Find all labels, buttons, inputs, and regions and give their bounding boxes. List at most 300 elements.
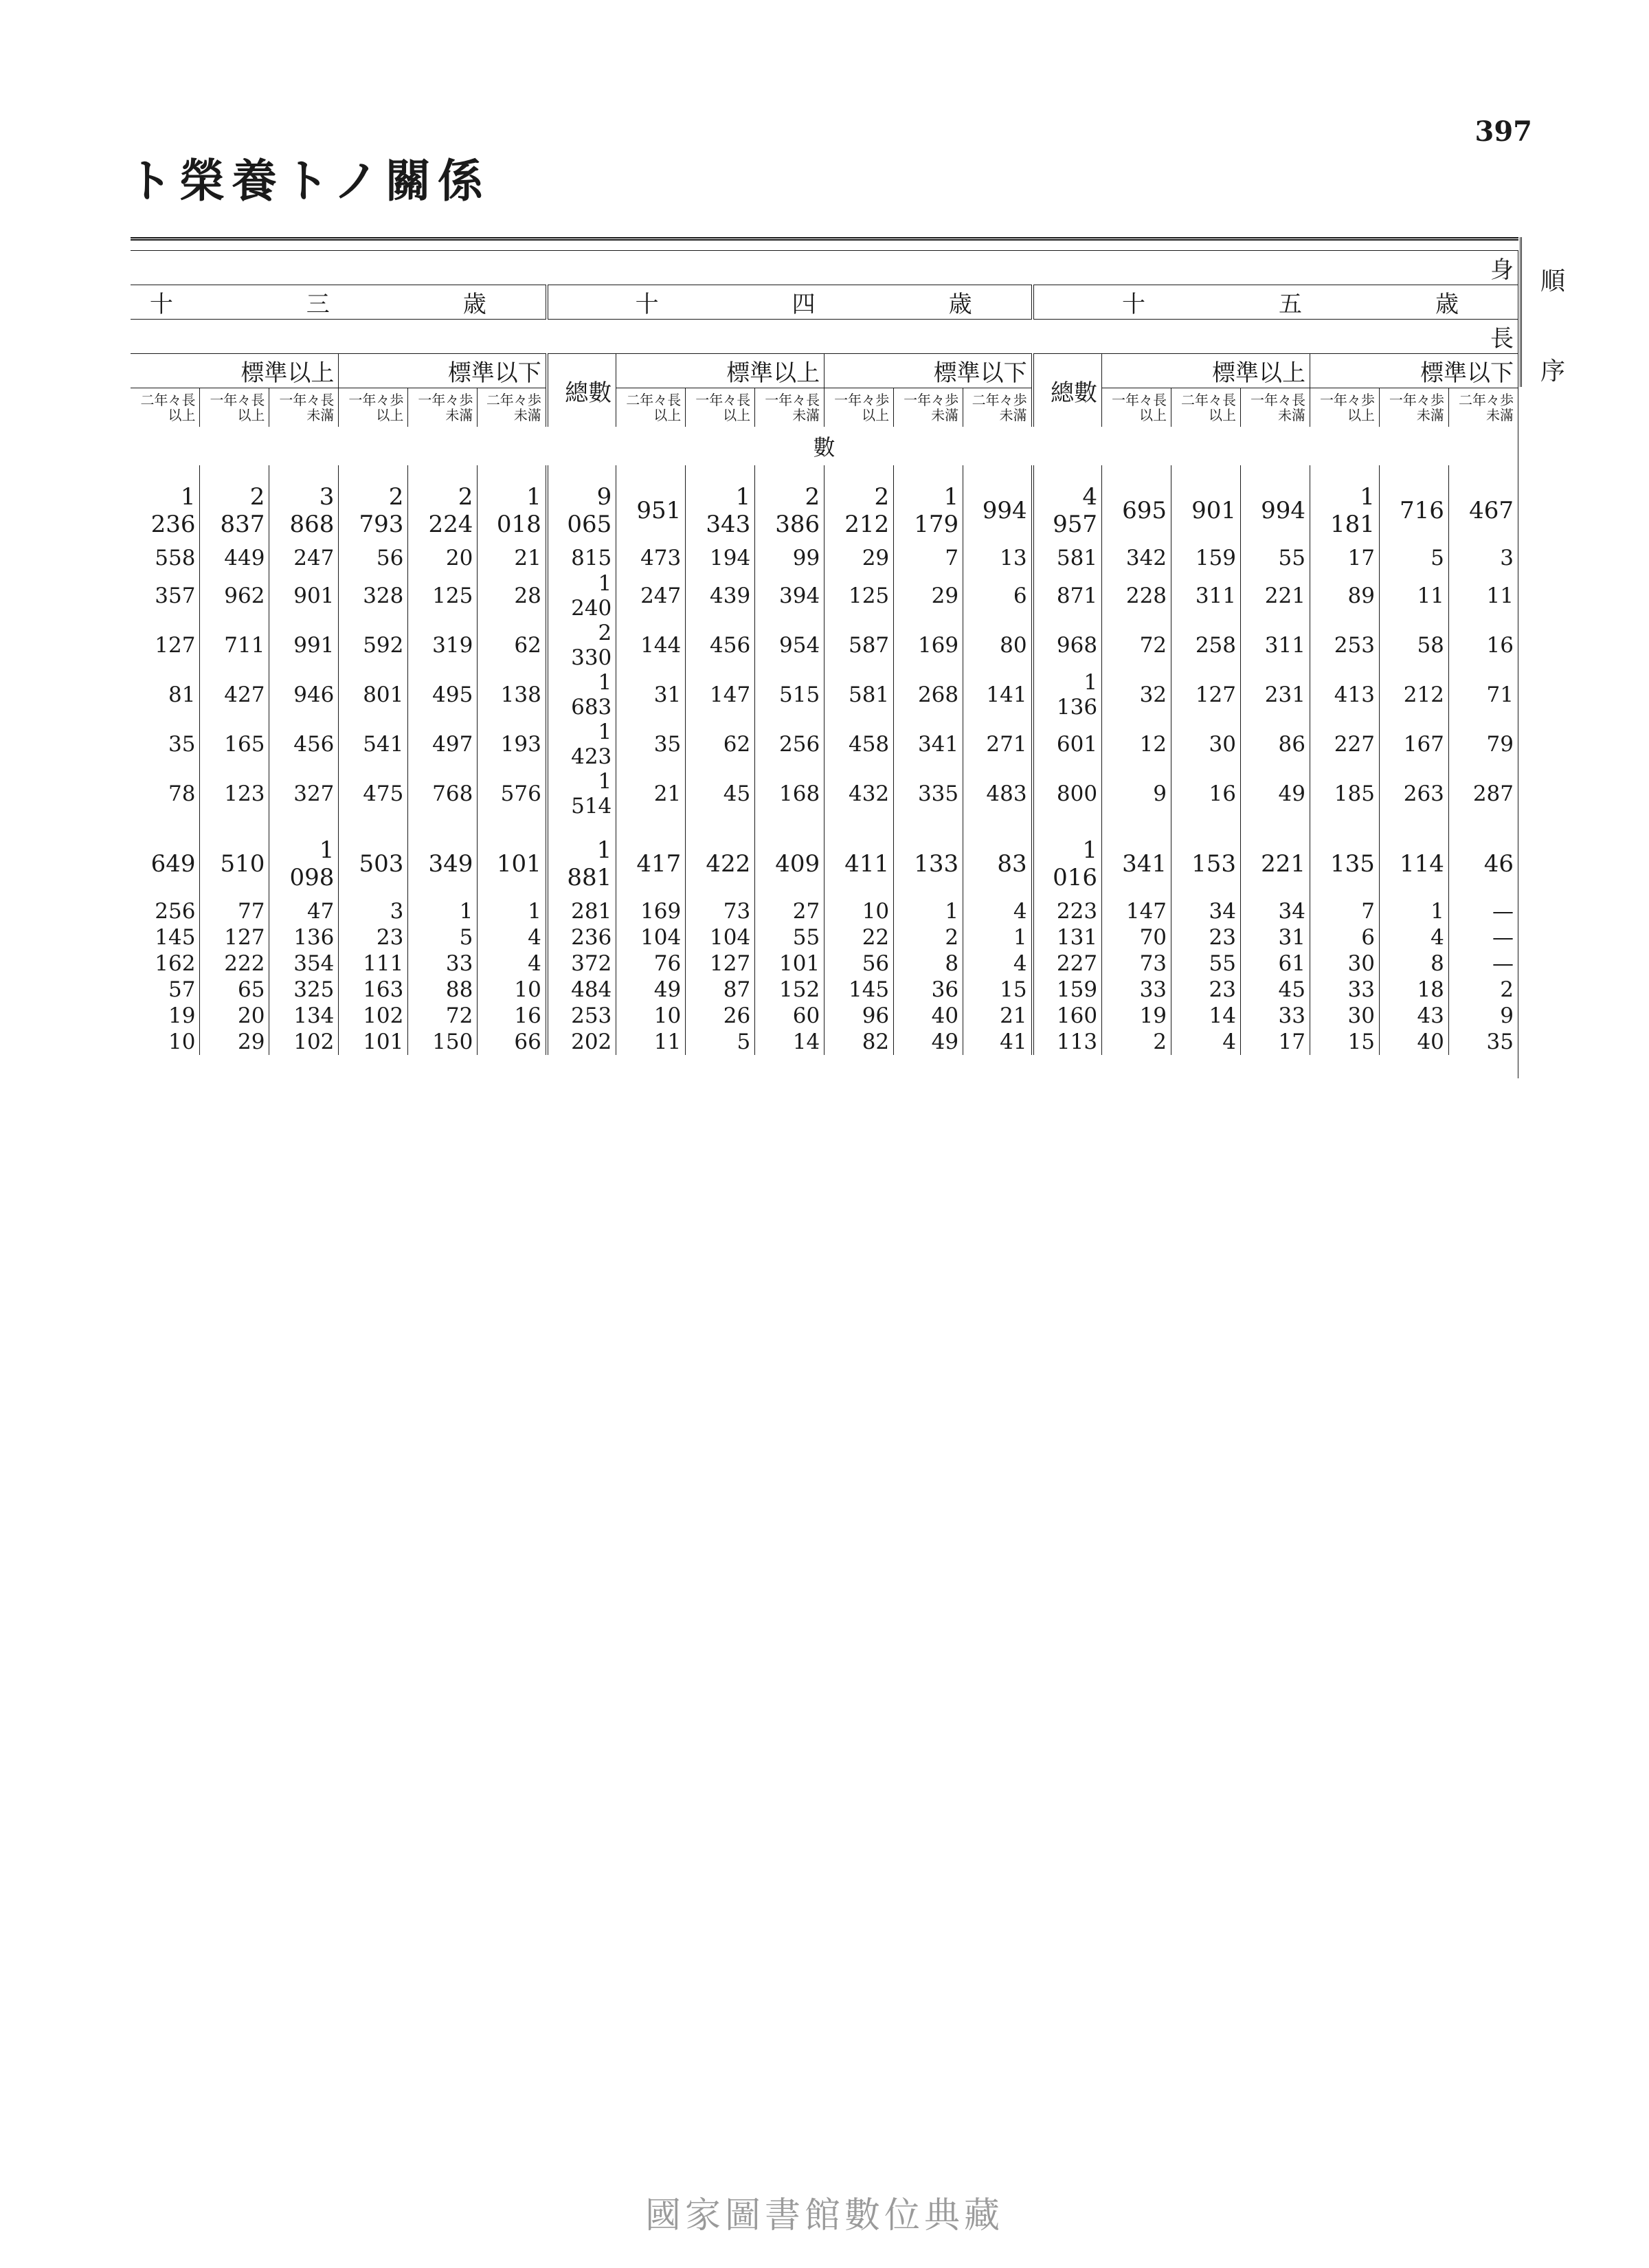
table-cell: 133	[894, 819, 963, 898]
table-cell: 71	[1448, 670, 1518, 720]
table-cell: 202	[547, 1029, 616, 1055]
sub-header: 二年々長以上	[616, 388, 686, 427]
table-cell: 147	[686, 670, 755, 720]
sub-header: 一年々長未滿	[269, 388, 339, 427]
table-cell: 901	[269, 571, 339, 621]
table-cell: 954	[755, 621, 824, 670]
table-cell: 473	[616, 545, 686, 571]
table-cell: 169	[616, 898, 686, 924]
table-cell: 40	[1379, 1029, 1448, 1055]
age-13-header: 十 三 歳	[131, 285, 547, 320]
data-table	[131, 237, 1518, 1078]
table-cell: 1 423	[547, 720, 616, 769]
table-cell: 287	[1448, 769, 1518, 819]
table-cell: 49	[1241, 769, 1310, 819]
table-cell: 86	[1241, 720, 1310, 769]
table-cell: 541	[339, 720, 408, 769]
table-cell: 951	[616, 465, 686, 545]
table-cell: 127	[686, 950, 755, 977]
sub-header: 一年々長未滿	[755, 388, 824, 427]
table-cell: 695	[1102, 465, 1171, 545]
page-title: ト榮養トノ關係	[127, 154, 491, 208]
table-cell: 43	[1379, 1003, 1448, 1029]
table-cell: 101	[478, 819, 547, 898]
table-cell: 456	[686, 621, 755, 670]
table-cell: 88	[408, 977, 478, 1003]
table-cell: 2 837	[200, 465, 269, 545]
age-14-below-header: 標準以下	[824, 354, 1033, 388]
table-cell: 33	[1102, 977, 1171, 1003]
table-cell: 147	[1102, 898, 1171, 924]
total-row	[131, 465, 1518, 545]
table-cell: 134	[269, 1003, 339, 1029]
table-cell: 422	[686, 819, 755, 898]
table-cell: 62	[478, 621, 547, 670]
table-cell: 23	[339, 924, 408, 950]
table-cell: 30	[1171, 720, 1241, 769]
table-cell: 56	[339, 545, 408, 571]
table-cell: 1 240	[547, 571, 616, 621]
table-cell: 341	[894, 720, 963, 769]
header-top-label: 身	[131, 251, 1518, 285]
table-top-rule	[131, 237, 1518, 250]
table-cell: 80	[963, 621, 1033, 670]
table-cell: 135	[1310, 819, 1379, 898]
table-cell: 227	[1310, 720, 1379, 769]
table-cell: 30	[1310, 1003, 1379, 1029]
table-cell: 768	[408, 769, 478, 819]
table-cell: —	[1448, 950, 1518, 977]
table-cell: 484	[547, 977, 616, 1003]
table-cell: 475	[339, 769, 408, 819]
sub-header: 二年々長以上	[1171, 388, 1241, 427]
table-cell: 335	[894, 769, 963, 819]
table-row	[131, 898, 1518, 924]
table-cell: 1 514	[547, 769, 616, 819]
table-cell: 4 957	[1033, 465, 1102, 545]
table-cell: 87	[686, 977, 755, 1003]
sub-header: 一年々歩未滿	[408, 388, 478, 427]
table-cell: 801	[339, 670, 408, 720]
table-cell: 21	[616, 769, 686, 819]
table-cell: 35	[616, 720, 686, 769]
sub-header: 一年々長以上	[686, 388, 755, 427]
table-cell: 7	[1310, 898, 1379, 924]
table-cell: 601	[1033, 720, 1102, 769]
table-cell: 113	[1033, 1029, 1102, 1055]
table-cell: 1	[963, 924, 1033, 950]
table-cell: 10	[824, 898, 894, 924]
table-cell: 165	[200, 720, 269, 769]
table-cell: 592	[339, 621, 408, 670]
sub-header: 一年々長以上	[1102, 388, 1171, 427]
table-cell: 19	[131, 1003, 200, 1029]
sub-header: 一年々長以上	[200, 388, 269, 427]
table-cell: 221	[1241, 571, 1310, 621]
table-cell: 127	[200, 924, 269, 950]
table-cell: 4	[963, 898, 1033, 924]
table-cell: 325	[269, 977, 339, 1003]
table-cell: 160	[1033, 1003, 1102, 1029]
table-cell: 8	[1379, 950, 1448, 977]
sub-header: 二年々歩未滿	[1448, 388, 1518, 427]
subtotal-row	[131, 819, 1518, 898]
table-cell: 247	[269, 545, 339, 571]
table-cell: 558	[131, 545, 200, 571]
table-cell: 111	[339, 950, 408, 977]
table-cell: 357	[131, 571, 200, 621]
table-cell: 23	[1171, 977, 1241, 1003]
table-cell: 576	[478, 769, 547, 819]
table-cell: 55	[1241, 545, 1310, 571]
table-cell: 946	[269, 670, 339, 720]
table-cell: 33	[1310, 977, 1379, 1003]
table-row	[131, 545, 1518, 571]
table-cell: 342	[1102, 545, 1171, 571]
table-cell: 14	[755, 1029, 824, 1055]
table-cell: 223	[1033, 898, 1102, 924]
table-cell: 26	[686, 1003, 755, 1029]
table-cell: 35	[131, 720, 200, 769]
table-cell: 145	[131, 924, 200, 950]
table-cell: 18	[1379, 977, 1448, 1003]
table-cell: 991	[269, 621, 339, 670]
table-cell: 11	[616, 1029, 686, 1055]
table-cell: 1	[894, 898, 963, 924]
table-cell: 33	[408, 950, 478, 977]
table-cell: 716	[1379, 465, 1448, 545]
table-cell: 10	[131, 1029, 200, 1055]
table-cell: 349	[408, 819, 478, 898]
table-cell: 256	[755, 720, 824, 769]
table-row	[131, 571, 1518, 621]
table-cell: 11	[1379, 571, 1448, 621]
table-cell: 101	[339, 1029, 408, 1055]
table-cell: 20	[408, 545, 478, 571]
table-cell: 456	[269, 720, 339, 769]
table-cell: 125	[824, 571, 894, 621]
table-cell: 413	[1310, 670, 1379, 720]
table-cell: 7	[894, 545, 963, 571]
table-cell: 136	[269, 924, 339, 950]
table-cell: 114	[1379, 819, 1448, 898]
sub-header: 一年々歩以上	[1310, 388, 1379, 427]
table-cell: 1	[1379, 898, 1448, 924]
table-cell: 1 136	[1033, 670, 1102, 720]
sub-header: 一年々長未滿	[1241, 388, 1310, 427]
table-cell: 83	[963, 819, 1033, 898]
table-cell: 5	[1379, 545, 1448, 571]
table-cell: 4	[1379, 924, 1448, 950]
table-cell: 168	[755, 769, 824, 819]
section-label: 數	[131, 427, 1518, 465]
table-cell: 247	[616, 571, 686, 621]
table-cell: —	[1448, 924, 1518, 950]
table-cell: 256	[131, 898, 200, 924]
table-grid	[131, 250, 1518, 1078]
table-cell: 153	[1171, 819, 1241, 898]
spacer-row	[131, 1055, 1518, 1078]
header-second-label: 長	[131, 320, 1518, 354]
table-cell: 2 793	[339, 465, 408, 545]
table-cell: 56	[824, 950, 894, 977]
order-column	[1520, 237, 1584, 387]
table-row	[131, 621, 1518, 670]
table-cell: 55	[1171, 950, 1241, 977]
table-cell: 6	[963, 571, 1033, 621]
table-cell: —	[1448, 898, 1518, 924]
table-cell: 62	[686, 720, 755, 769]
table-cell: 1 181	[1310, 465, 1379, 545]
sub-header: 二年々歩未滿	[963, 388, 1033, 427]
table-cell: 2 386	[755, 465, 824, 545]
table-cell: 102	[269, 1029, 339, 1055]
table-cell: 82	[824, 1029, 894, 1055]
table-cell: 72	[408, 1003, 478, 1029]
table-cell: 311	[1171, 571, 1241, 621]
table-cell: 2 224	[408, 465, 478, 545]
table-cell: 28	[478, 571, 547, 621]
table-cell: 4	[963, 950, 1033, 977]
table-cell: 1 343	[686, 465, 755, 545]
table-cell: 29	[894, 571, 963, 621]
table-cell: 73	[1102, 950, 1171, 977]
age-15-header: 十 五 歳	[1033, 285, 1518, 320]
table-cell: 141	[963, 670, 1033, 720]
table-cell: 221	[1241, 819, 1310, 898]
table-cell: 72	[1102, 621, 1171, 670]
table-cell: 16	[478, 1003, 547, 1029]
sub-header: 二年々歩未滿	[478, 388, 547, 427]
table-cell: 159	[1033, 977, 1102, 1003]
table-cell: 2 212	[824, 465, 894, 545]
table-cell: 968	[1033, 621, 1102, 670]
table-cell: 587	[824, 621, 894, 670]
table-cell: 47	[269, 898, 339, 924]
table-cell: 2	[894, 924, 963, 950]
table-cell: 57	[131, 977, 200, 1003]
table-cell: 31	[616, 670, 686, 720]
table-cell: 9 065	[547, 465, 616, 545]
table-cell: 162	[131, 950, 200, 977]
table-cell: 65	[200, 977, 269, 1003]
table-cell: 581	[1033, 545, 1102, 571]
table-row	[131, 670, 1518, 720]
table-cell: 34	[1171, 898, 1241, 924]
table-cell: 5	[686, 1029, 755, 1055]
table-body	[131, 465, 1518, 1078]
table-cell: 20	[200, 1003, 269, 1029]
age-13-below-header: 標準以下	[339, 354, 547, 388]
table-cell: 167	[1379, 720, 1448, 769]
table-cell: 871	[1033, 571, 1102, 621]
table-cell: 31	[1241, 924, 1310, 950]
table-cell: 212	[1379, 670, 1448, 720]
sub-header: 一年々歩以上	[339, 388, 408, 427]
table-cell: 497	[408, 720, 478, 769]
table-cell: 16	[1171, 769, 1241, 819]
age-15-above-header: 標準以上	[1102, 354, 1310, 388]
table-cell: 163	[339, 977, 408, 1003]
age-14-total-header: 總數	[547, 354, 616, 427]
table-cell: 96	[824, 1003, 894, 1029]
table-cell: 104	[616, 924, 686, 950]
table-cell: 5	[408, 924, 478, 950]
table-cell: 510	[200, 819, 269, 898]
table-cell: 45	[686, 769, 755, 819]
table-cell: 327	[269, 769, 339, 819]
table-cell: 17	[1310, 545, 1379, 571]
table-cell: 449	[200, 545, 269, 571]
table-cell: 994	[963, 465, 1033, 545]
table-cell: 1 016	[1033, 819, 1102, 898]
table-cell: 271	[963, 720, 1033, 769]
table-cell: 15	[1310, 1029, 1379, 1055]
table-cell: 649	[131, 819, 200, 898]
table-cell: 311	[1241, 621, 1310, 670]
table-cell: 11	[1448, 571, 1518, 621]
table-cell: 458	[824, 720, 894, 769]
table-cell: 16	[1448, 621, 1518, 670]
table-cell: 89	[1310, 571, 1379, 621]
table-row	[131, 924, 1518, 950]
table-cell: 40	[894, 1003, 963, 1029]
table-cell: 1	[478, 898, 547, 924]
table-cell: 4	[1171, 1029, 1241, 1055]
table-cell: 194	[686, 545, 755, 571]
table-cell: 46	[1448, 819, 1518, 898]
table-cell: 185	[1310, 769, 1379, 819]
table-cell: 962	[200, 571, 269, 621]
sub-header: 一年々歩以上	[824, 388, 894, 427]
table-cell: 439	[686, 571, 755, 621]
table-cell: 281	[547, 898, 616, 924]
table-cell: 33	[1241, 1003, 1310, 1029]
table-cell: 263	[1379, 769, 1448, 819]
table-cell: 14	[1171, 1003, 1241, 1029]
table-cell: 23	[1171, 924, 1241, 950]
table-cell: 581	[824, 670, 894, 720]
sub-header: 一年々歩未滿	[894, 388, 963, 427]
table-row	[131, 977, 1518, 1003]
table-cell: 102	[339, 1003, 408, 1029]
table-cell: 319	[408, 621, 478, 670]
order-header-bottom: 序	[1540, 357, 1565, 386]
table-cell: 104	[686, 924, 755, 950]
table-row	[131, 1003, 1518, 1029]
table-cell: 169	[894, 621, 963, 670]
table-cell: 99	[755, 545, 824, 571]
table-cell: 32	[1102, 670, 1171, 720]
table-cell: 432	[824, 769, 894, 819]
table-cell: 34	[1241, 898, 1310, 924]
table-cell: 268	[894, 670, 963, 720]
table-cell: 127	[131, 621, 200, 670]
table-cell: 372	[547, 950, 616, 977]
table-cell: 515	[755, 670, 824, 720]
table-cell: 36	[894, 977, 963, 1003]
table-cell: 328	[339, 571, 408, 621]
table-cell: 1 683	[547, 670, 616, 720]
table-cell: 19	[1102, 1003, 1171, 1029]
table-cell: 503	[339, 819, 408, 898]
table-cell: 411	[824, 819, 894, 898]
table-cell: 193	[478, 720, 547, 769]
table-cell: 222	[200, 950, 269, 977]
table-cell: 4	[478, 924, 547, 950]
table-cell: 150	[408, 1029, 478, 1055]
table-cell: 58	[1379, 621, 1448, 670]
table-cell: 236	[547, 924, 616, 950]
table-cell: 35	[1448, 1029, 1518, 1055]
table-cell: 10	[478, 977, 547, 1003]
table-cell: 483	[963, 769, 1033, 819]
table-cell: 8	[894, 950, 963, 977]
table-cell: 815	[547, 545, 616, 571]
table-cell: 711	[200, 621, 269, 670]
table-cell: 2	[1448, 977, 1518, 1003]
table-cell: 4	[478, 950, 547, 977]
table-cell: 49	[894, 1029, 963, 1055]
table-cell: 127	[1171, 670, 1241, 720]
table-cell: 81	[131, 670, 200, 720]
table-cell: 21	[478, 545, 547, 571]
table-cell: 341	[1102, 819, 1171, 898]
table-cell: 70	[1102, 924, 1171, 950]
age-14-above-header: 標準以上	[616, 354, 824, 388]
table-cell: 13	[963, 545, 1033, 571]
table-cell: 1 236	[131, 465, 200, 545]
table-cell: 138	[478, 670, 547, 720]
table-row	[131, 950, 1518, 977]
table-cell: 6	[1310, 924, 1379, 950]
table-cell: 159	[1171, 545, 1241, 571]
table-cell: 79	[1448, 720, 1518, 769]
table-cell: 417	[616, 819, 686, 898]
age-14-header: 十 四 歳	[547, 285, 1033, 320]
table-cell: 27	[755, 898, 824, 924]
table-cell: 131	[1033, 924, 1102, 950]
table-cell: 41	[963, 1029, 1033, 1055]
table-cell: 76	[616, 950, 686, 977]
table-cell: 354	[269, 950, 339, 977]
table-cell: 9	[1102, 769, 1171, 819]
table-cell: 30	[1310, 950, 1379, 977]
table-cell: 22	[824, 924, 894, 950]
table-cell: 17	[1241, 1029, 1310, 1055]
table-cell: 15	[963, 977, 1033, 1003]
table-cell: 78	[131, 769, 200, 819]
table-cell: 228	[1102, 571, 1171, 621]
sub-header: 一年々歩未滿	[1379, 388, 1448, 427]
table-cell: 29	[200, 1029, 269, 1055]
table-cell: 145	[824, 977, 894, 1003]
table-cell: 1 098	[269, 819, 339, 898]
table-cell: 125	[408, 571, 478, 621]
table-cell: 45	[1241, 977, 1310, 1003]
age-15-total-header: 總數	[1033, 354, 1102, 427]
table-cell: 49	[616, 977, 686, 1003]
table-cell: 12	[1102, 720, 1171, 769]
table-cell: 61	[1241, 950, 1310, 977]
age-15-below-header: 標準以下	[1310, 354, 1518, 388]
table-cell: 60	[755, 1003, 824, 1029]
table-cell: 467	[1448, 465, 1518, 545]
table-cell: 994	[1241, 465, 1310, 545]
table-cell: 1 018	[478, 465, 547, 545]
table-cell: 495	[408, 670, 478, 720]
table-cell: 227	[1033, 950, 1102, 977]
